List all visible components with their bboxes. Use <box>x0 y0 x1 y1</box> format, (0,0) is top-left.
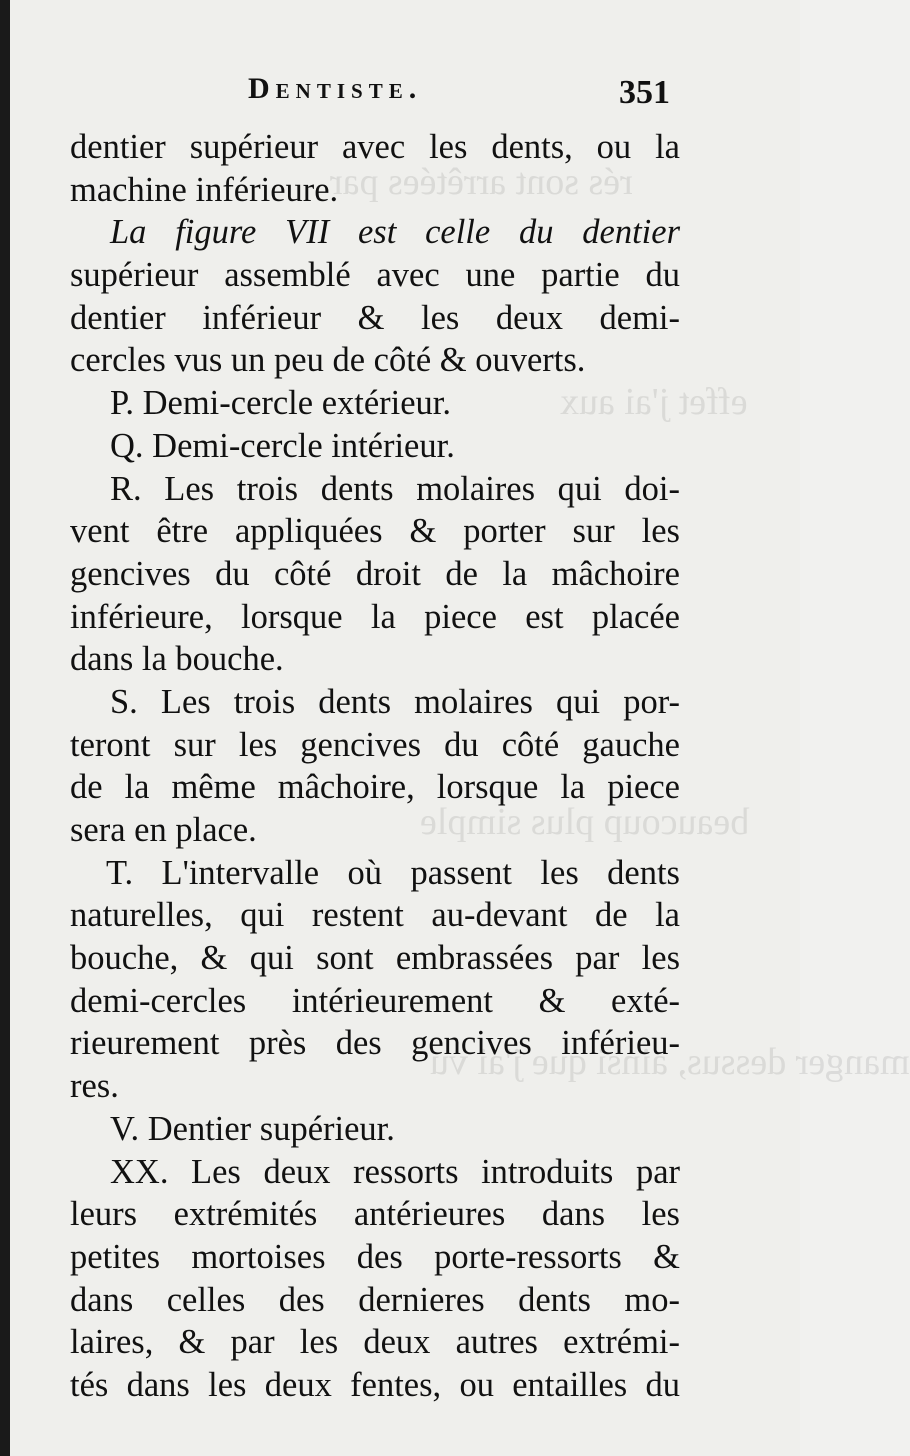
text-line: S. Les trois dents molaires qui por- <box>110 682 680 721</box>
text-line: inférieure, lorsque la piece est placée <box>70 597 680 636</box>
text-line: naturelles, qui restent au-devant de la <box>70 896 680 935</box>
text-line: La figure VII est celle du dentier <box>110 213 680 252</box>
text-line: cercles vus un peu de côté & ouverts. <box>70 341 586 380</box>
text-line: sera en place. <box>70 811 257 849</box>
text-line: dentier supérieur avec les dents, ou la <box>70 128 680 166</box>
page-edge-shadow <box>0 0 10 1456</box>
text-line: dans celles des dernieres dents mo- <box>70 1280 680 1319</box>
page-header <box>248 72 688 112</box>
text-line: rieurement près des gencives inférieu- <box>70 1024 680 1063</box>
text-line: machine inférieure. <box>70 170 339 209</box>
text-line: V. Dentier supérieur. <box>110 1109 395 1148</box>
show-through-text: rés sont arrêtées par <box>330 161 633 203</box>
text-line: laires, & par les deux autres extrémi- <box>70 1323 680 1362</box>
text-line: vent être appliquées & porter sur les <box>70 512 680 551</box>
show-through-text: effet j'ai aux <box>560 381 748 423</box>
text-line: teront sur les gencives du côté gauche <box>70 725 680 764</box>
text-line: de la même mâchoire, lorsque la piece <box>70 768 680 807</box>
text-line: T. L'intervalle où passent les dents <box>106 853 680 892</box>
text-line: dentier inférieur & les deux demi- <box>70 298 680 337</box>
text-line: leurs extrémités antérieures dans les <box>70 1195 680 1234</box>
text-line: P. Demi-cercle extérieur. <box>110 384 452 423</box>
text-line: petites mortoises des porte-ressorts & <box>70 1237 680 1276</box>
text-line: supérieur assemblé avec une partie du <box>70 256 680 295</box>
body-text <box>70 126 680 1407</box>
text-line: res. <box>70 1067 119 1106</box>
text-line: gencives du côté droit de la mâchoire <box>70 554 680 593</box>
text-line: Q. Demi-cercle intérieur. <box>110 426 455 465</box>
show-through-text: beaucoup plus simple <box>420 801 750 843</box>
text-line: dans la bouche. <box>70 640 284 679</box>
running-title: Dentiste. <box>248 72 423 105</box>
show-through-text: manger dessus, ainsi que j'ai vu <box>430 1041 910 1083</box>
text-line: XX. Les deux ressorts introduits par <box>110 1152 680 1191</box>
page-number: 351 <box>619 74 670 111</box>
text-line: tés dans les deux fentes, ou entailles du <box>70 1365 680 1404</box>
text-line: R. Les trois dents molaires qui doi- <box>110 469 680 508</box>
text-line: demi-cercles intérieurement & exté- <box>70 981 680 1020</box>
text-line: bouche, & qui sont embrassées par les <box>70 939 680 978</box>
